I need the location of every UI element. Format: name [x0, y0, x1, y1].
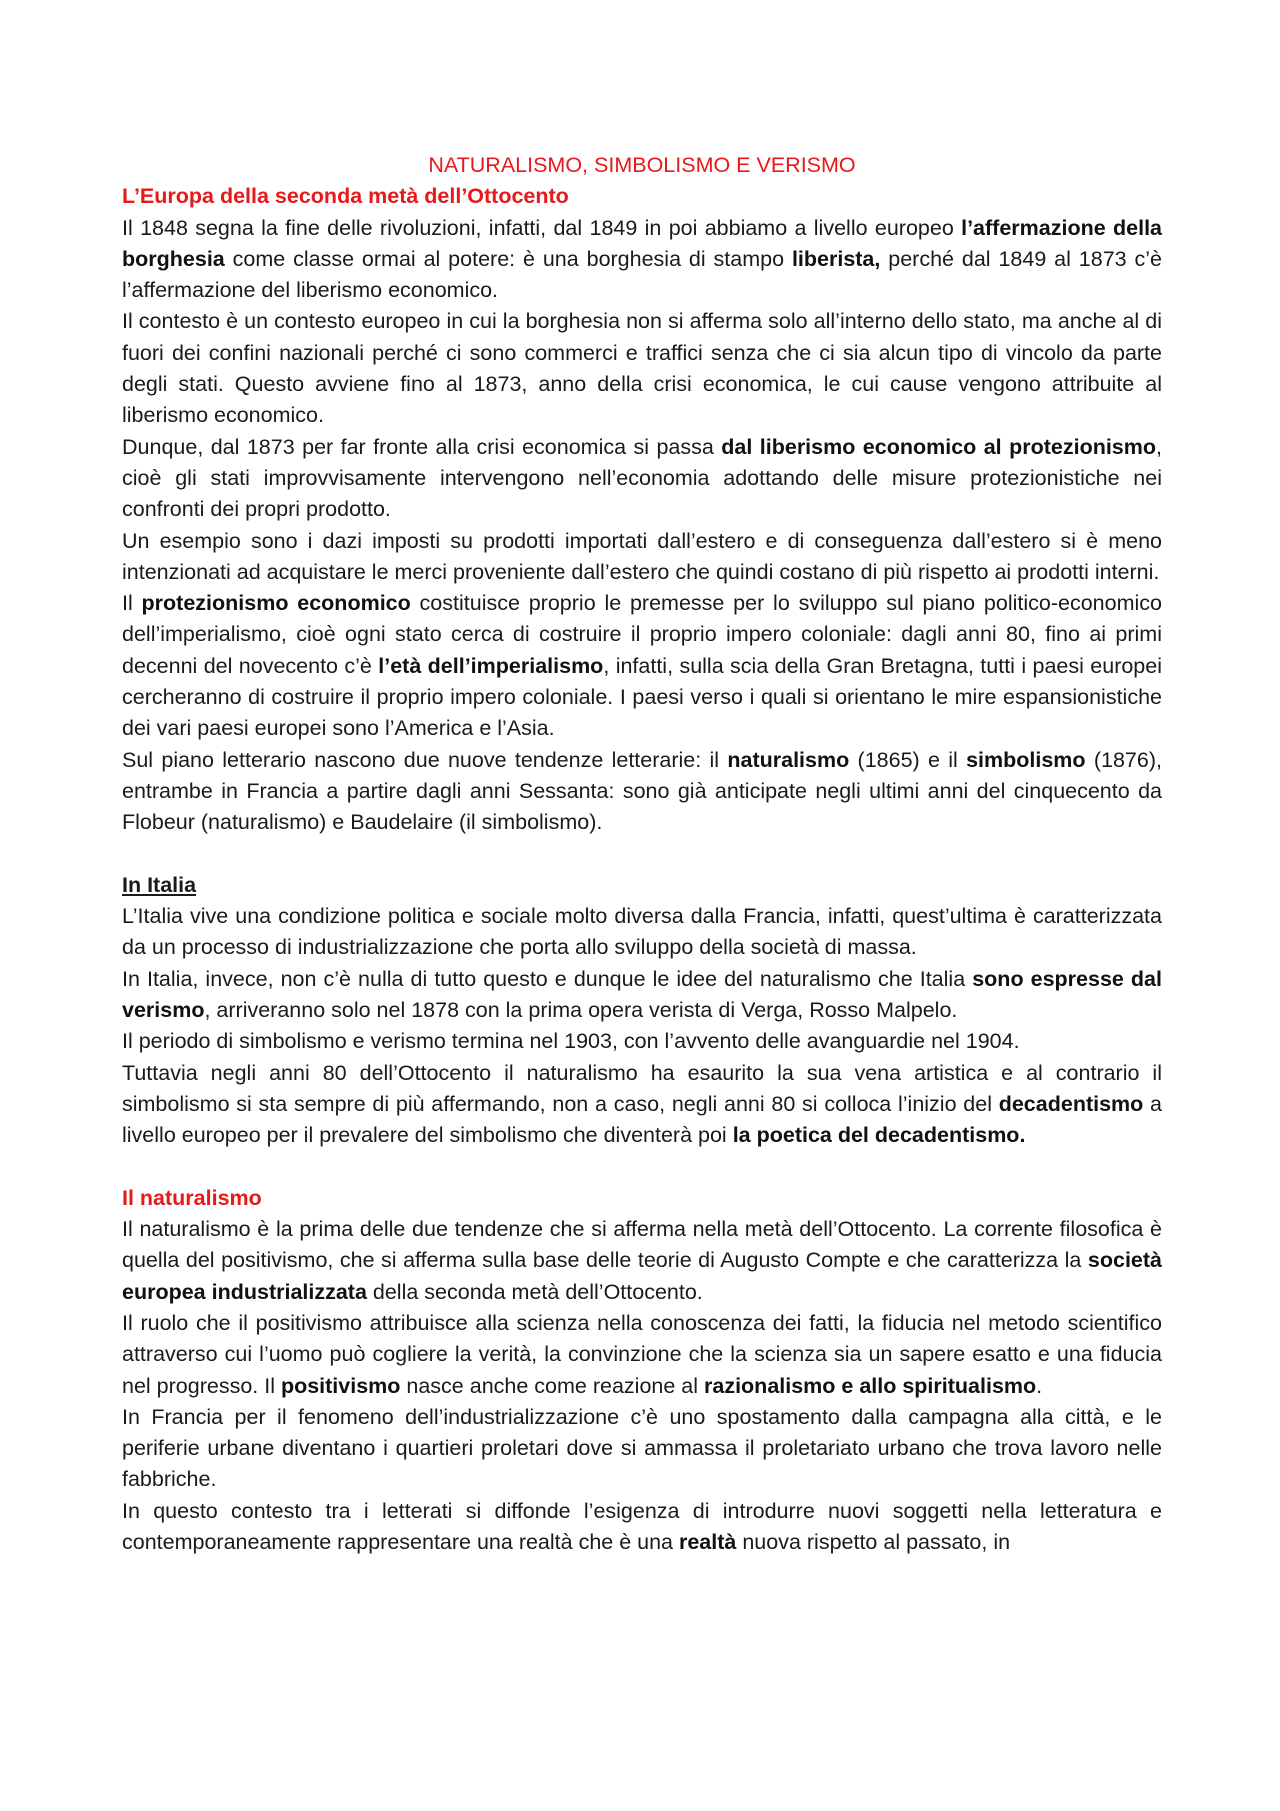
paragraph: In Francia per il fenomeno dell’industrializzazione c’è uno spostamento dalla campagna alla città, e le periferie urbane diventano i quartieri proletari dove si ammassa il proletariato urbano che trova lavoro nelle fabbriche.	[122, 1404, 1162, 1492]
paragraph: Il periodo di simbolismo e verismo termina nel 1903, con l’avvento delle avanguardie nel 1904.	[122, 1029, 1020, 1054]
paragraph: Sul piano letterario nascono due nuove tendenze letterarie: il naturalismo (1865) e il simbolismo (1876), entrambe in Francia a partire dagli anni Sessanta: sono già anticipate negli ultimi anni del cinquecento da Flobeur (naturalismo) e Baudelaire (il simbolismo).	[122, 747, 1162, 835]
document-page	[122, 150, 1162, 1558]
section-heading-naturalismo: Il naturalismo	[122, 1185, 262, 1210]
paragraph: Tuttavia negli anni 80 dell’Ottocento il naturalismo ha esaurito la sua vena artistica e al contrario il simbolismo si sta sempre di più affermando, non a caso, negli anni 80 si colloca l’inizio del decadentismo a livello europeo per il prevalere del simbolismo che diventerà poi la poetica del decadentismo.	[122, 1060, 1162, 1148]
spacer	[122, 839, 1162, 870]
spacer	[122, 1152, 1162, 1183]
paragraph: Il ruolo che il positivismo attribuisce alla scienza nella conoscenza dei fatti, la fiducia nel metodo scientifico attraverso cui l’uomo può cogliere la verità, la convinzione che la scienza sia un sapere esatto e una fiducia nel progresso. Il positivismo nasce anche come reazione al razionalismo e allo spiritualismo.	[122, 1310, 1162, 1398]
section-heading-europa: L’Europa della seconda metà dell’Ottocento	[122, 184, 569, 209]
paragraph: Dunque, dal 1873 per far fronte alla crisi economica si passa dal liberismo economico al protezionismo, cioè gli stati improvvisamente intervengono nell’economia adottando delle misure protezionistiche nei confronti dei propri prodotto.	[122, 434, 1162, 522]
paragraph: In questo contesto tra i letterati si diffonde l’esigenza di introdurre nuovi soggetti nella letteratura e contemporaneamente rappresentare una realtà che è una realtà nuova rispetto al passato, in	[122, 1498, 1162, 1555]
paragraph: L’Italia vive una condizione politica e sociale molto diversa dalla Francia, infatti, quest’ultima è caratterizzata da un processo di industrializzazione che porta allo sviluppo della società di massa.	[122, 904, 1162, 960]
document-title: NATURALISMO, SIMBOLISMO E VERISMO	[428, 153, 856, 177]
paragraph: Il protezionismo economico costituisce proprio le premesse per lo sviluppo sul piano politico-economico dell’imperialismo, cioè ogni stato cerca di costruire il proprio impero coloniale: dagli anni 80, fino ai primi decenni del novecento c’è l’età dell’imperialismo, infatti, sulla scia della Gran Bretagna, tutti i paesi europei cercheranno di costruire il proprio impero coloniale. I paesi verso i quali si orientano le mire espansionistiche dei vari paesi europei sono l’America e l’Asia.	[122, 591, 1163, 741]
paragraph: In Italia, invece, non c’è nulla di tutto questo e dunque le idee del naturalismo che Italia sono espresse dal verismo, arriveranno solo nel 1878 con la prima opera verista di Verga, Rosso Malpelo.	[122, 966, 1162, 1023]
paragraph: Un esempio sono i dazi imposti su prodotti importati dall’estero e di conseguenza dall’estero si è meno intenzionati ad acquistare le merci proveniente dall’estero che quindi costano di più rispetto ai prodotti interni.	[122, 528, 1162, 584]
section-heading-italia: In Italia	[122, 872, 197, 897]
paragraph: Il contesto è un contesto europeo in cui la borghesia non si afferma solo all’interno dello stato, ma anche al di fuori dei confini nazionali perché ci sono commerci e traffici senza che ci sia alcun tipo di vincolo da parte degli stati. Questo avviene fino al 1873, anno della crisi economica, le cui cause vengono attribuite al liberismo economico.	[122, 309, 1162, 428]
paragraph: Il naturalismo è la prima delle due tendenze che si afferma nella metà dell’Ottocento. La corrente filosofica è quella del positivismo, che si afferma sulla base delle teorie di Augusto Compte e che caratterizza la società europea industrializzata della seconda metà dell’Ottocento.	[122, 1217, 1162, 1304]
paragraph: Il 1848 segna la fine delle rivoluzioni, infatti, dal 1849 in poi abbiamo a livello europeo l’affermazione della borghesia come classe ormai al potere: è una borghesia di stampo liberista, perché dal 1849 al 1873 c’è l’affermazione del liberismo economico.	[122, 215, 1162, 303]
